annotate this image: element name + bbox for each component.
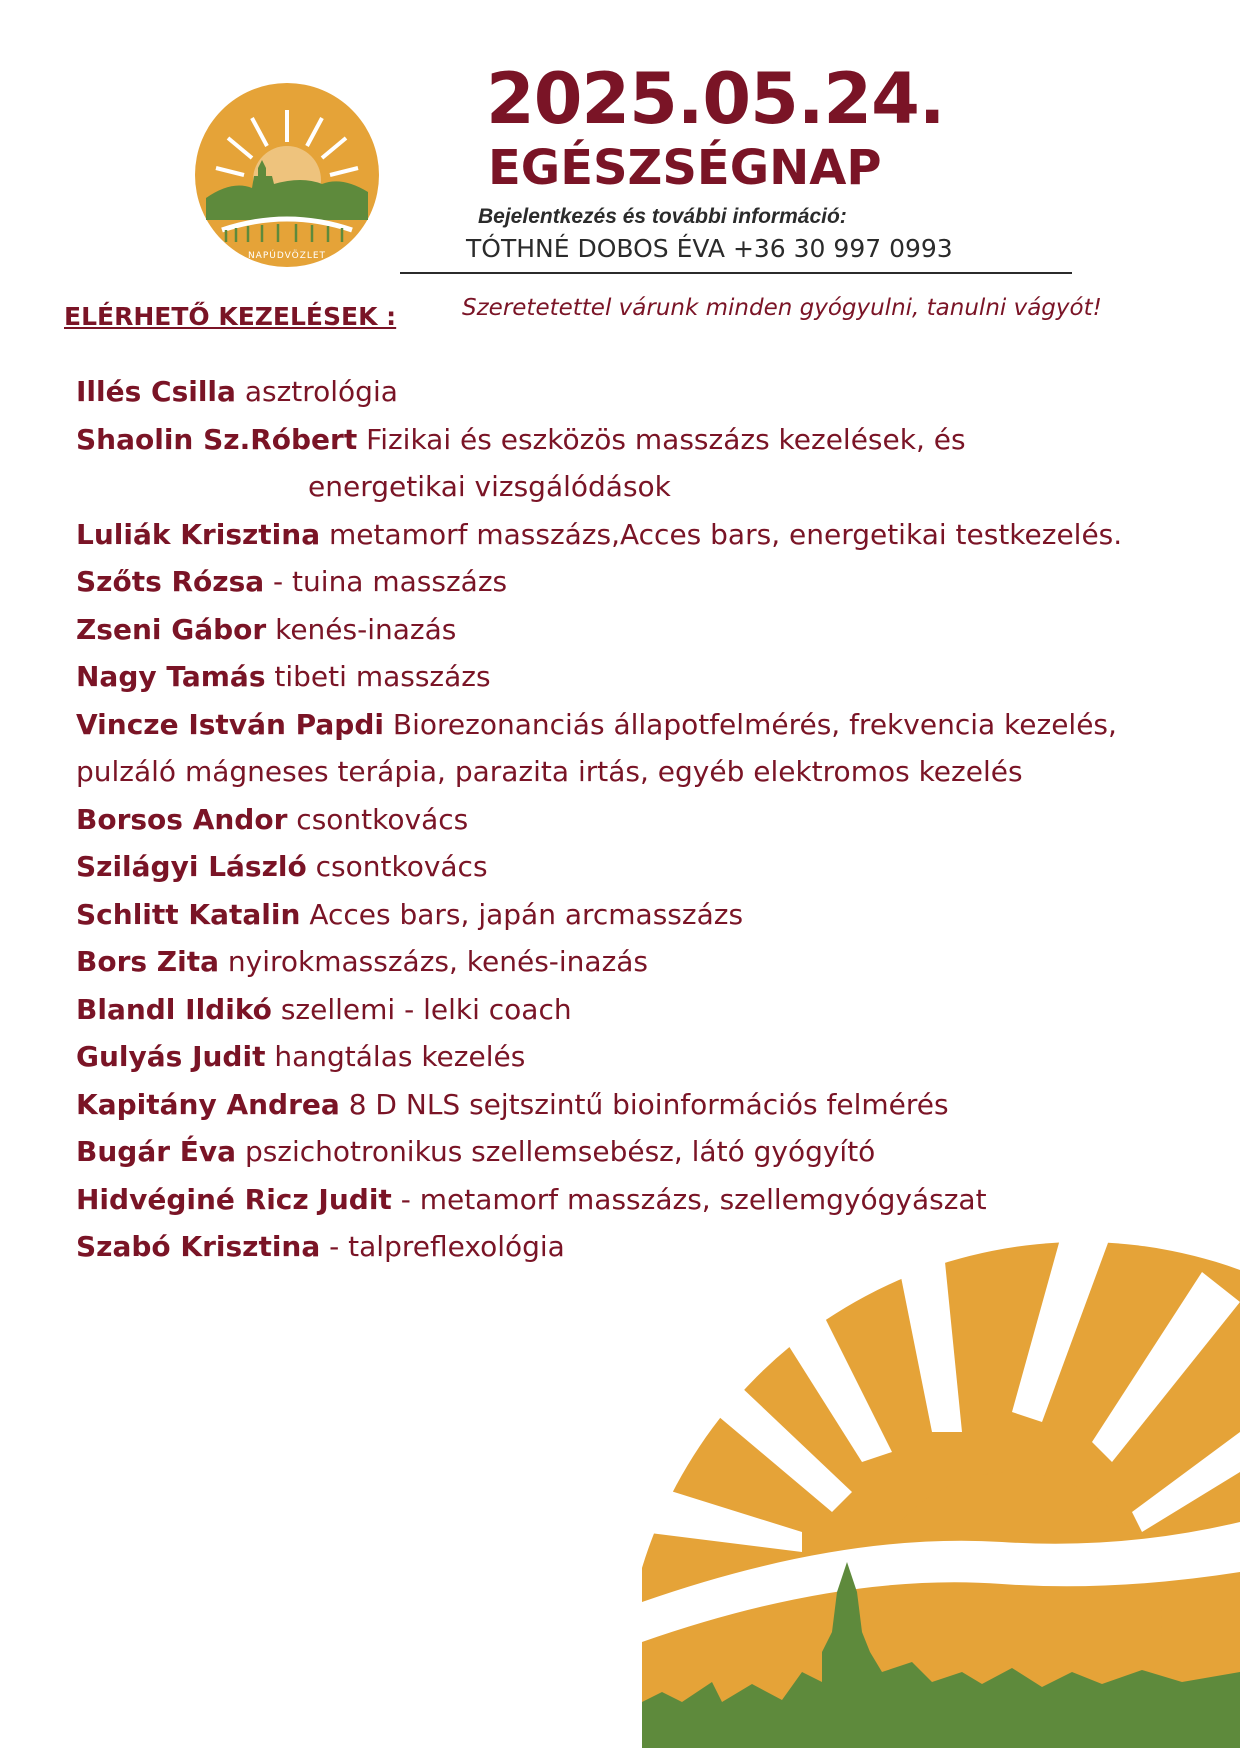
treatment-description: - talpreflexológia — [320, 1230, 565, 1263]
practitioner-name: Szilágyi László — [76, 850, 307, 883]
list-item — [76, 558, 1226, 606]
treatment-description: - metamorf masszázs, szellemgyógyászat — [391, 1182, 987, 1216]
treatment-description: Fizikai és eszközös masszázs kezelések, és — [357, 422, 966, 456]
list-item — [76, 368, 1226, 416]
treatment-description: asztrológia — [235, 375, 398, 408]
practitioner-name: Zseni Gábor — [76, 612, 267, 646]
list-item — [76, 1081, 1226, 1129]
practitioner-name: Illés Csilla — [76, 375, 236, 408]
practitioner-name: Bugár Éva — [76, 1135, 237, 1168]
practitioner-name: Borsos Andor — [76, 802, 288, 836]
list-item — [76, 511, 1226, 559]
treatment-description: tibeti masszázs — [265, 660, 491, 693]
list-item — [76, 796, 1226, 844]
list-item — [76, 748, 1226, 796]
practitioner-name: Gulyás Judit — [76, 1040, 266, 1073]
list-item — [76, 1128, 1226, 1176]
event-title: EGÉSZSÉGNAP — [488, 140, 882, 196]
contact-info: TÓTHNÉ DOBOS ÉVA +36 30 997 0993 — [466, 234, 953, 263]
napudvozlet-logo — [192, 80, 382, 270]
practitioner-name: Szabó Krisztina — [76, 1230, 321, 1263]
treatment-description: 8 D NLS sejtszintű bioinformációs felmérés — [339, 1087, 949, 1121]
treatment-description: Acces bars, japán arcmasszázs — [300, 897, 744, 931]
list-item — [76, 701, 1226, 749]
treatment-description: pulzáló mágneses terápia, parazita irtás, egyéb elektromos kezelés — [76, 755, 1023, 788]
event-date: 2025.05.24. — [486, 58, 945, 140]
list-item — [76, 1033, 1226, 1081]
treatment-description: hangtálas kezelés — [265, 1040, 526, 1073]
registration-info: Bejelentkezés és további információ: — [478, 205, 847, 228]
practitioner-name: Vincze István Papdi — [76, 707, 384, 741]
treatment-description: nyirokmasszázs, kenés-inazás — [218, 945, 649, 978]
treatment-description: kenés-inazás — [266, 612, 457, 646]
welcome-message: Szeretetettel várunk minden gyógyulni, tanulni vágyót! — [462, 295, 1102, 321]
treatment-description-continued: energetikai vizsgálódások — [308, 470, 671, 503]
list-item — [76, 1176, 1226, 1224]
list-item — [76, 653, 1226, 701]
practitioner-name: Bors Zita — [76, 945, 219, 978]
practitioner-name: Schlitt Katalin — [76, 897, 301, 931]
treatment-description: csontkovács — [287, 802, 469, 836]
treatment-description: Biorezonanciás állapotfelmérés, frekvencia kezelés, — [384, 707, 1117, 741]
practitioner-name: Shaolin Sz.Róbert — [76, 422, 358, 456]
list-item — [76, 606, 1226, 654]
list-item — [76, 938, 1226, 986]
practitioner-name: Hidvéginé Ricz Judit — [76, 1182, 392, 1216]
practitioner-name: Nagy Tamás — [76, 660, 266, 693]
logo-caption: NAPÚDVÖZLET — [247, 251, 327, 261]
treatment-description: - tuina masszázs — [264, 565, 508, 598]
list-item — [76, 986, 1226, 1034]
treatment-description: szellemi - lelki coach — [271, 992, 572, 1026]
treatment-list — [76, 368, 1226, 1271]
section-title: ELÉRHETŐ KEZELÉSEK : — [64, 302, 397, 331]
treatment-description: metamorf masszázs,Acces bars, energetikai testkezelés. — [320, 517, 1123, 551]
practitioner-name: Luliák Krisztina — [76, 517, 321, 551]
list-item — [76, 891, 1226, 939]
practitioner-name: Blandl Ildikó — [76, 992, 272, 1026]
practitioner-name: Szőts Rózsa — [76, 565, 265, 598]
sun-landscape-illustration — [642, 1232, 1240, 1748]
treatment-description: pszichotronikus szellemsebész, látó gyógyító — [236, 1135, 876, 1168]
treatment-description: csontkovács — [306, 850, 488, 883]
list-item — [76, 843, 1226, 891]
practitioner-name: Kapitány Andrea — [76, 1087, 340, 1121]
header-divider — [400, 272, 1072, 274]
list-item — [76, 416, 1226, 511]
